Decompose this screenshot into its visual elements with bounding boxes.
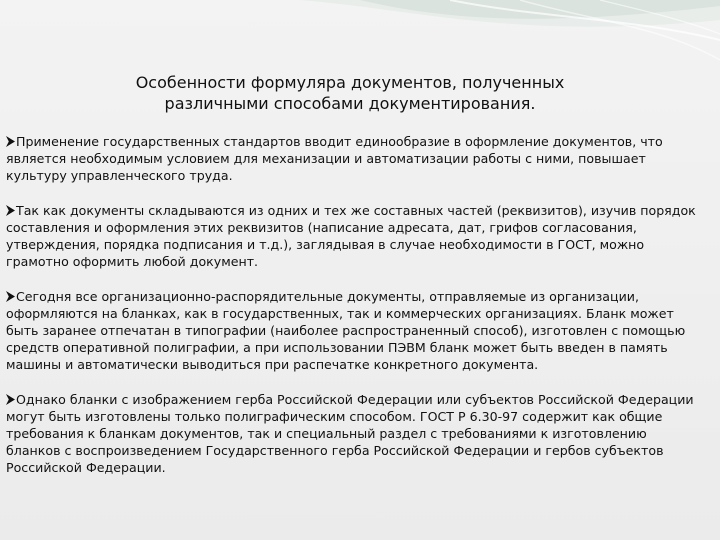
bullet-paragraph — [6, 202, 704, 270]
bullet-text: Применение государственных стандартов вводит единообразие в оформление документов, что является необходимым условием для механизации и автоматизации работы с ними, повышает культуру управленческого труда. — [6, 134, 663, 183]
arrow-bullet-icon — [6, 205, 15, 216]
slide-title — [110, 72, 590, 114]
arrow-bullet-icon — [6, 394, 15, 405]
arrow-bullet-icon — [6, 136, 15, 147]
bullet-list — [6, 133, 704, 494]
slide-title-line-2: различными способами документирования. — [164, 94, 536, 113]
bullet-paragraph — [6, 391, 704, 476]
bullet-paragraph — [6, 133, 704, 184]
arrow-bullet-icon — [6, 291, 15, 302]
bullet-text: Так как документы складываются из одних и тех же составных частей (реквизитов), изучив порядок составления и оформления этих реквизитов (написание адресата, дат, грифов согласования, утверждения, порядка подписания и т.д.), заглядывая в случае необходимости в ГОСТ, можно грамотно оформить любой документ. — [6, 203, 696, 269]
bullet-text: Сегодня все организационно-распорядительные документы, отправляемые из организации, оформляются на бланках, как в государственных, так и коммерческих организациях. Бланк может быть заранее отпечатан в типографии (наиболее распространенный способ), изготовлен с помощью средств оперативной полиграфии, а при использовании ПЭВМ бланк может быть введен в память машины и автоматически выводиться при распечатке конкретного документа. — [6, 289, 686, 372]
bullet-paragraph — [6, 288, 704, 373]
slide-title-line-1: Особенности формуляра документов, полученных — [135, 73, 565, 92]
bullet-text: Однако бланки с изображением герба Российской Федерации или субъектов Российской Федерации могут быть изготовлены только полиграфическим способом. ГОСТ Р 6.30-97 содержит как общие требования к бланкам документов, так и специальный раздел с требованиями к изготовлению бланков с воспроизведением Государственного герба Российской Федерации и гербов субъектов Российской Федерации. — [6, 392, 694, 475]
